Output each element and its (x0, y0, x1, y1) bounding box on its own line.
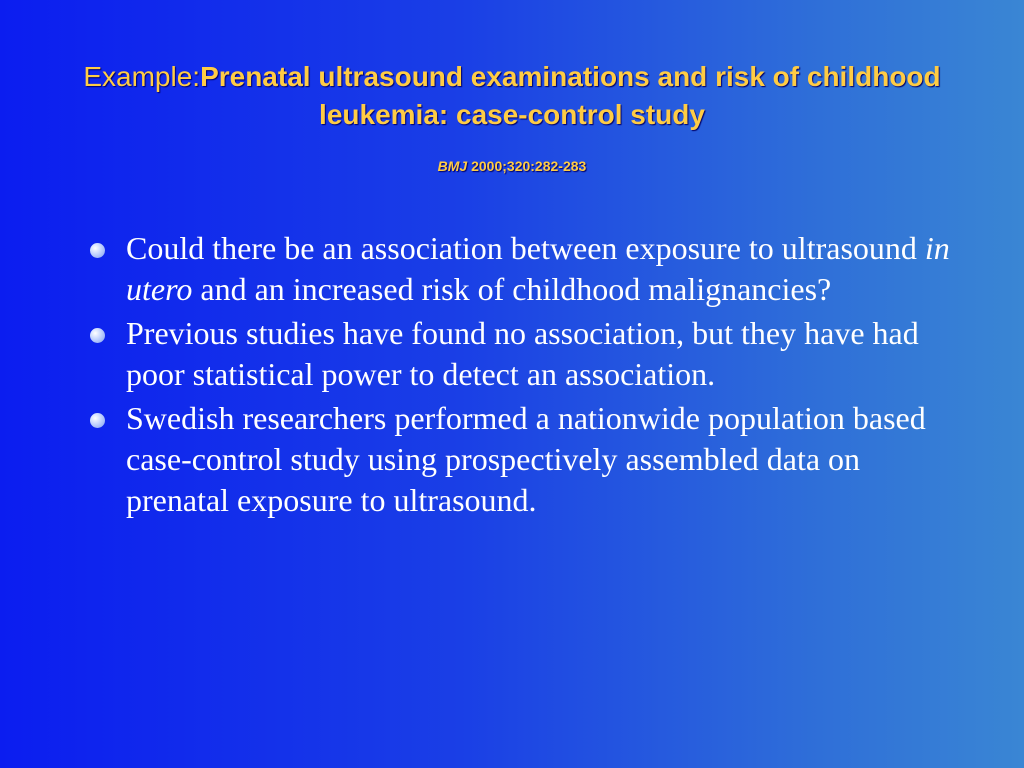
citation-journal: BMJ (437, 158, 468, 174)
bullet-text: Previous studies have found no association, but they have had poor statistical power to detect an association. (126, 315, 919, 392)
bullet-list (88, 228, 958, 524)
bullet-text-part: Could there be an association between exposure to ultrasound (126, 230, 925, 266)
citation-ref: 2000;320:282-283 (467, 158, 587, 174)
bullet-dot-icon (90, 243, 105, 258)
bullet-item (88, 398, 958, 521)
bullet-dot-icon (90, 328, 105, 343)
bullet-text: Swedish researchers performed a nationwide population based case-control study using prospectively assembled data on prenatal exposure to ultrasound. (126, 400, 926, 518)
bullet-text-part: and an increased risk of childhood malignancies? (192, 271, 832, 307)
citation (0, 158, 1024, 174)
slide-title (40, 58, 984, 134)
bullet-emphasis: in utero (126, 230, 950, 307)
bullet-item (88, 228, 958, 310)
bullet-item (88, 313, 958, 395)
title-main: Prenatal ultrasound examinations and risk of childhood leukemia: case-control study (200, 61, 941, 130)
title-prefix: Example: (83, 61, 201, 92)
bullet-dot-icon (90, 413, 105, 428)
